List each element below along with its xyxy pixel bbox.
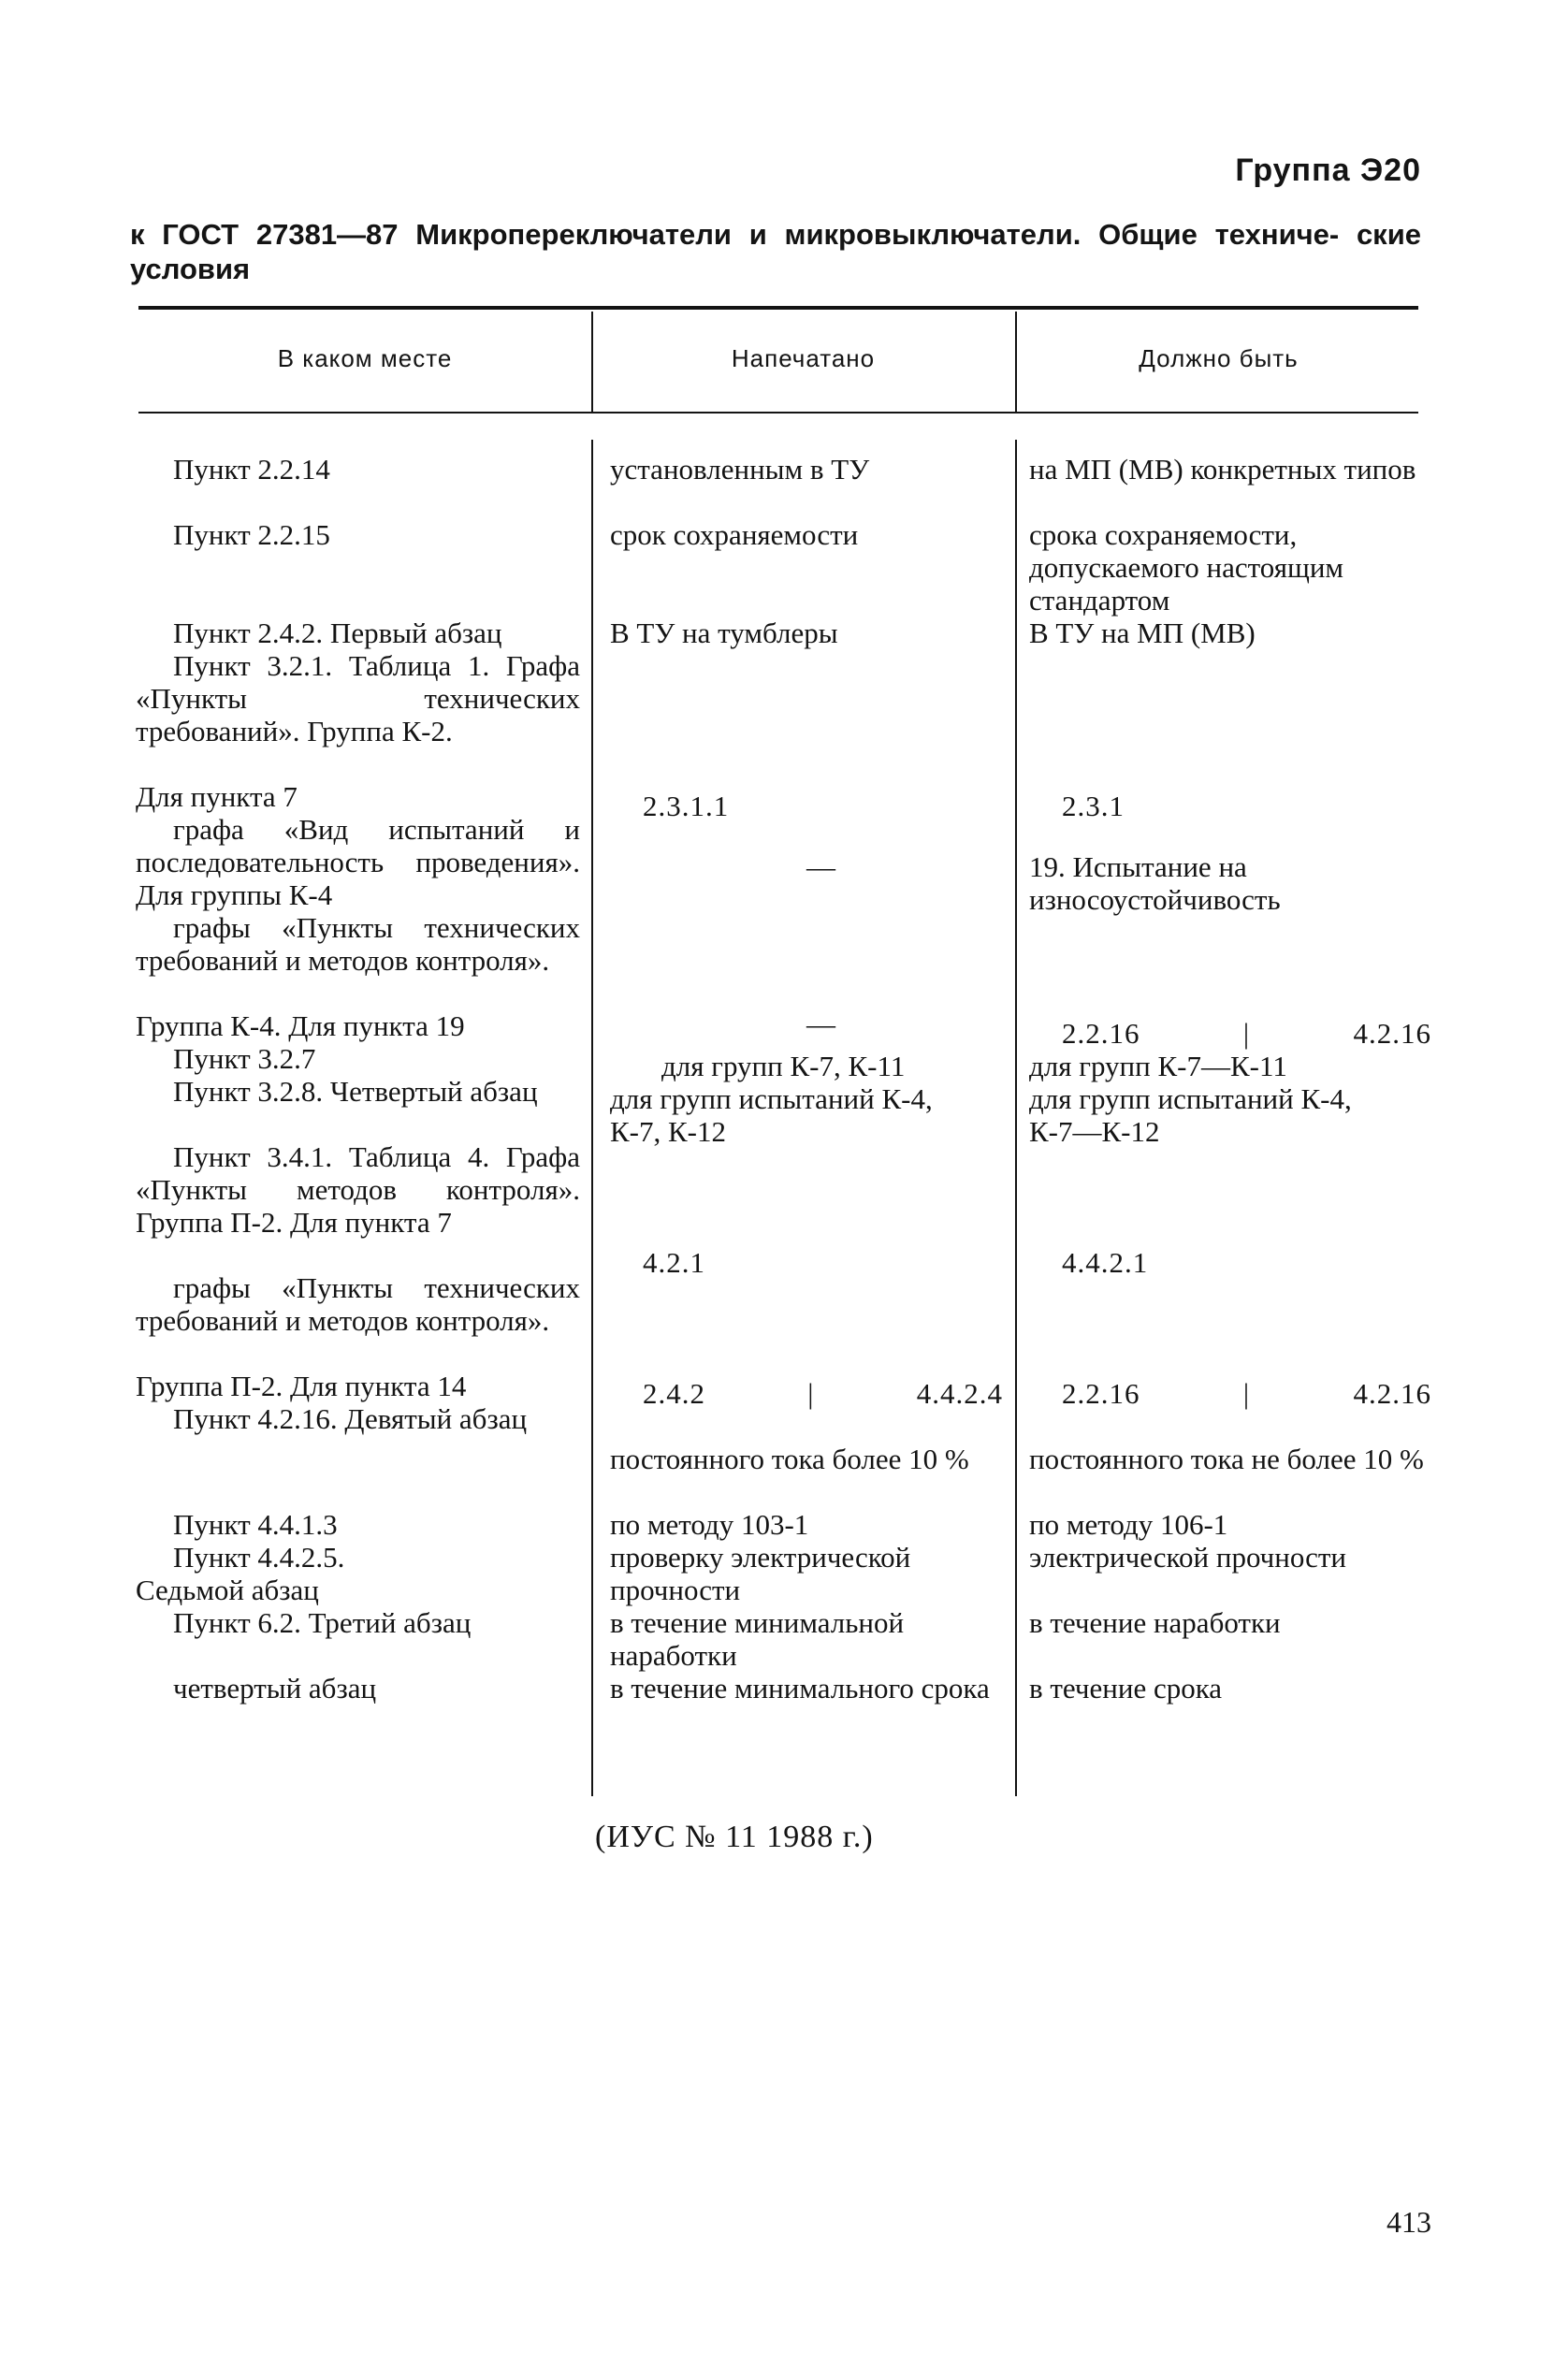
row-place: Седьмой абзац: [136, 1574, 319, 1606]
row-place: Пункт 3.2.1. Таблица 1. Графа «Пункты технических требований». Группа К-2.: [136, 649, 580, 747]
row-printed: В ТУ на тумблеры: [610, 617, 838, 649]
row-printed: по методу 103-1: [610, 1508, 809, 1541]
row-place: Пункт 4.4.1.3: [173, 1508, 338, 1541]
column-header-correct: Должно быть: [1139, 344, 1299, 372]
printed-part-b: 4.4.2.4: [916, 1377, 1003, 1410]
row-place: Пункт 3.2.8. Четвертый абзац: [173, 1075, 538, 1108]
column-header-printed: Напечатано: [731, 344, 876, 372]
row-place: графы «Пункты технических требований и методов контроля».: [136, 1271, 580, 1337]
row-place: Для пункта 7: [136, 780, 298, 813]
row-correct: для групп К-7—К-11: [1029, 1050, 1287, 1082]
row-place: Пункт 6.2. Третий абзац: [173, 1606, 472, 1639]
split-bar: |: [807, 1377, 815, 1410]
row-place: четвертый абзац: [173, 1672, 377, 1705]
row-correct: по методу 106-1: [1029, 1508, 1228, 1541]
correct-part-a: 2.2.16: [1062, 1017, 1140, 1050]
split-bar: |: [1242, 1377, 1251, 1410]
row-place: Пункт 2.2.15: [173, 518, 330, 551]
table-top-rule: [138, 306, 1418, 310]
row-correct: В ТУ на МП (МВ): [1029, 617, 1256, 649]
row-correct: в течение наработки: [1029, 1606, 1281, 1639]
column-divider-1-body: [591, 440, 593, 1796]
row-printed: в течение минимальной наработки: [610, 1606, 905, 1672]
row-printed: установленным в ТУ: [610, 453, 870, 486]
row-correct: на МП (МВ) конкретных типов: [1029, 453, 1416, 486]
row-place: Пункт 4.4.2.5.: [173, 1541, 345, 1574]
row-correct: 19. Испытание на износоустойчивость: [1029, 850, 1281, 916]
row-correct-split: [1029, 1017, 1431, 1050]
row-printed: для групп испытаний К-4, К-7, К-12: [610, 1082, 933, 1148]
printed-part-a: 2.4.2: [643, 1377, 705, 1410]
row-correct: постоянного тока не более 10 %: [1029, 1443, 1424, 1475]
table-header-rule: [138, 412, 1418, 414]
row-place: Пункт 2.2.14: [173, 453, 330, 486]
row-printed: —: [806, 850, 835, 883]
row-printed-split: [610, 1377, 1003, 1410]
row-correct: 4.4.2.1: [1062, 1246, 1149, 1279]
row-place: Пункт 3.2.7: [173, 1042, 316, 1075]
correct-part-a: 2.2.16: [1062, 1377, 1140, 1410]
row-correct: электрической прочности: [1029, 1541, 1346, 1574]
row-correct: для групп испытаний К-4, К-7—К-12: [1029, 1082, 1352, 1148]
row-printed: в течение минимального срока: [610, 1672, 990, 1705]
source-note: (ИУС № 11 1988 г.): [595, 1820, 874, 1854]
row-printed: 4.2.1: [643, 1246, 705, 1279]
row-place: Группа П-2. Для пункта 14: [136, 1370, 467, 1402]
row-correct-split: [1029, 1377, 1431, 1410]
group-code: Группа Э20: [1235, 152, 1421, 188]
row-printed: для групп К-7, К-11: [661, 1050, 906, 1082]
column-header-place: В каком месте: [277, 344, 453, 372]
column-divider-1: [591, 312, 593, 413]
column-divider-2-body: [1015, 440, 1017, 1796]
row-correct: срока сохраняемости, допускаемого настоящим стандартом: [1029, 518, 1344, 617]
column-divider-2: [1015, 312, 1017, 413]
row-place: Пункт 2.4.2. Первый абзац: [173, 617, 502, 649]
row-place: графа «Вид испытаний и последовательность проведения». Для группы К-4: [136, 813, 580, 911]
row-correct: в течение срока: [1029, 1672, 1223, 1705]
correct-part-b: 4.2.16: [1353, 1377, 1431, 1410]
split-bar: |: [1242, 1017, 1251, 1050]
page-number: 413: [1387, 2205, 1431, 2239]
row-printed: срок сохраняемости: [610, 518, 859, 551]
row-place: Группа К-4. Для пункта 19: [136, 1009, 465, 1042]
row-printed: постоянного тока более 10 %: [610, 1443, 969, 1475]
row-printed: 2.3.1.1: [643, 790, 730, 822]
correct-part-b: 4.2.16: [1353, 1017, 1431, 1050]
row-printed: проверку электрической прочности: [610, 1541, 911, 1606]
document-title: к ГОСТ 27381—87 Микропереключатели и микровыключатели. Общие техниче- ские условия: [130, 218, 1421, 285]
row-place: Пункт 3.4.1. Таблица 4. Графа «Пункты методов контроля». Группа П-2. Для пункта 7: [136, 1140, 580, 1239]
row-place: графы «Пункты технических требований и методов контроля».: [136, 911, 580, 977]
row-place: Пункт 4.2.16. Девятый абзац: [173, 1402, 528, 1435]
row-correct: 2.3.1: [1062, 790, 1125, 822]
row-printed: —: [806, 1008, 835, 1040]
